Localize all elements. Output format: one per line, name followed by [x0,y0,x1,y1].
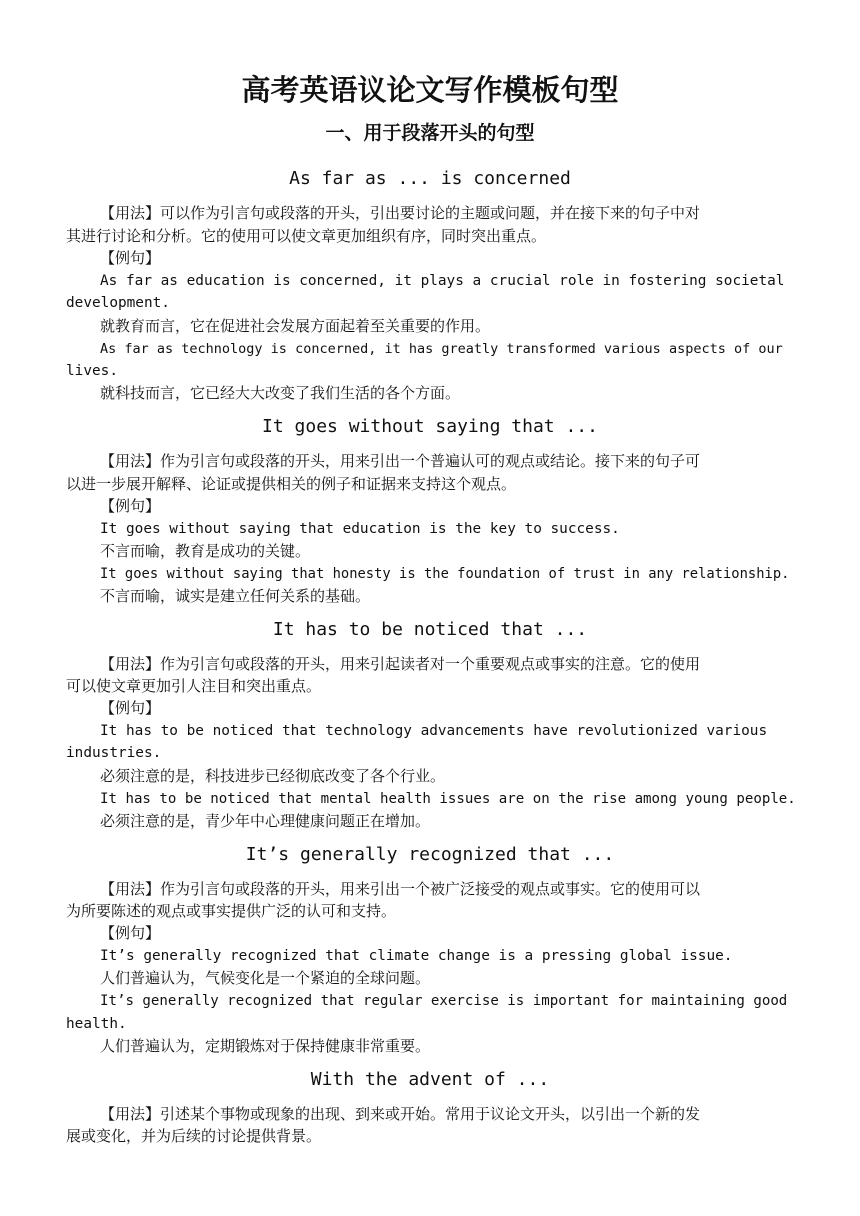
usage-text: 【用法】作为引言句或段落的开头，用来引出一个普遍认可的观点或结论。接下来的句子可 [100,452,701,470]
usage-text: 【用法】作为引言句或段落的开头，用来引起读者对一个重要观点或事实的注意。它的使用 [100,655,701,673]
usage-text: 【用法】作为引言句或段落的开头，用来引出一个被广泛接受的观点或事实。它的使用可以 [100,880,701,898]
pattern-heading: With the advent of ... [310,1069,550,1090]
example-english: industries. [66,745,162,761]
example-english: It goes without saying that education is the key to success. [100,521,620,537]
usage-text: 展或变化，并为后续的讨论提供背景。 [66,1127,322,1145]
usage-text: 【用法】可以作为引言句或段落的开头，引出要讨论的主题或问题，并在接下来的句子中对 [100,204,701,222]
example-english: As far as education is concerned, it plays a crucial role in fostering societal [100,273,785,289]
document-title: 高考英语议论文写作模板句型 [241,73,619,107]
example-english: As far as technology is concerned, it has greatly transformed various aspects of our [100,341,783,357]
example-chinese: 就教育而言，它在促进社会发展方面起着至关重要的作用。 [100,317,491,335]
usage-text: 可以使文章更加引人注目和突出重点。 [66,677,322,695]
example-chinese: 必须注意的是，青少年中心理健康问题正在增加。 [100,812,431,830]
example-label: 【例句】 [100,924,161,942]
usage-text: 为所要陈述的观点或事实提供广泛的认可和支持。 [66,902,397,920]
example-english: It goes without saying that honesty is the foundation of trust in any relationship. [100,566,790,582]
example-chinese: 不言而喻，诚实是建立任何关系的基础。 [100,587,371,605]
pattern-heading: It has to be noticed that ... [272,619,588,640]
pattern-heading: It goes without saying that ... [262,416,598,437]
example-english: It has to be noticed that mental health issues are on the rise among young people. [100,791,796,807]
usage-text: 其进行讨论和分析。它的使用可以使文章更加组织有序，同时突出重点。 [66,227,547,245]
pattern-heading: It’s generally recognized that ... [245,844,615,865]
example-chinese: 必须注意的是，科技进步已经彻底改变了各个行业。 [100,767,446,785]
example-chinese: 不言而喻，教育是成功的关键。 [100,542,311,560]
example-english: It’s generally recognized that regular exercise is important for maintaining good [100,993,788,1009]
example-english: It has to be noticed that technology advancements have revolutionized various [100,723,768,739]
example-english: health. [66,1016,127,1032]
example-label: 【例句】 [100,699,161,717]
example-chinese: 人们普遍认为，定期锻炼对于保持健康非常重要。 [100,1037,431,1055]
section-subtitle: 一、用于段落开头的句型 [325,122,535,144]
example-english: development. [66,295,170,311]
example-chinese: 就科技而言，它已经大大改变了我们生活的各个方面。 [100,384,461,402]
usage-text: 【用法】引述某个事物或现象的出现、到来或开始。常用于议论文开头，以引出一个新的发 [100,1105,701,1123]
pattern-heading: As far as ... is concerned [289,168,571,189]
usage-text: 以进一步展开解释、论证或提供相关的例子和证据来支持这个观点。 [66,475,517,493]
example-english: lives. [66,363,118,379]
example-label: 【例句】 [100,249,161,267]
example-label: 【例句】 [100,497,161,515]
example-english: It’s generally recognized that climate change is a pressing global issue. [100,948,733,964]
example-chinese: 人们普遍认为，气候变化是一个紧迫的全球问题。 [100,969,431,987]
